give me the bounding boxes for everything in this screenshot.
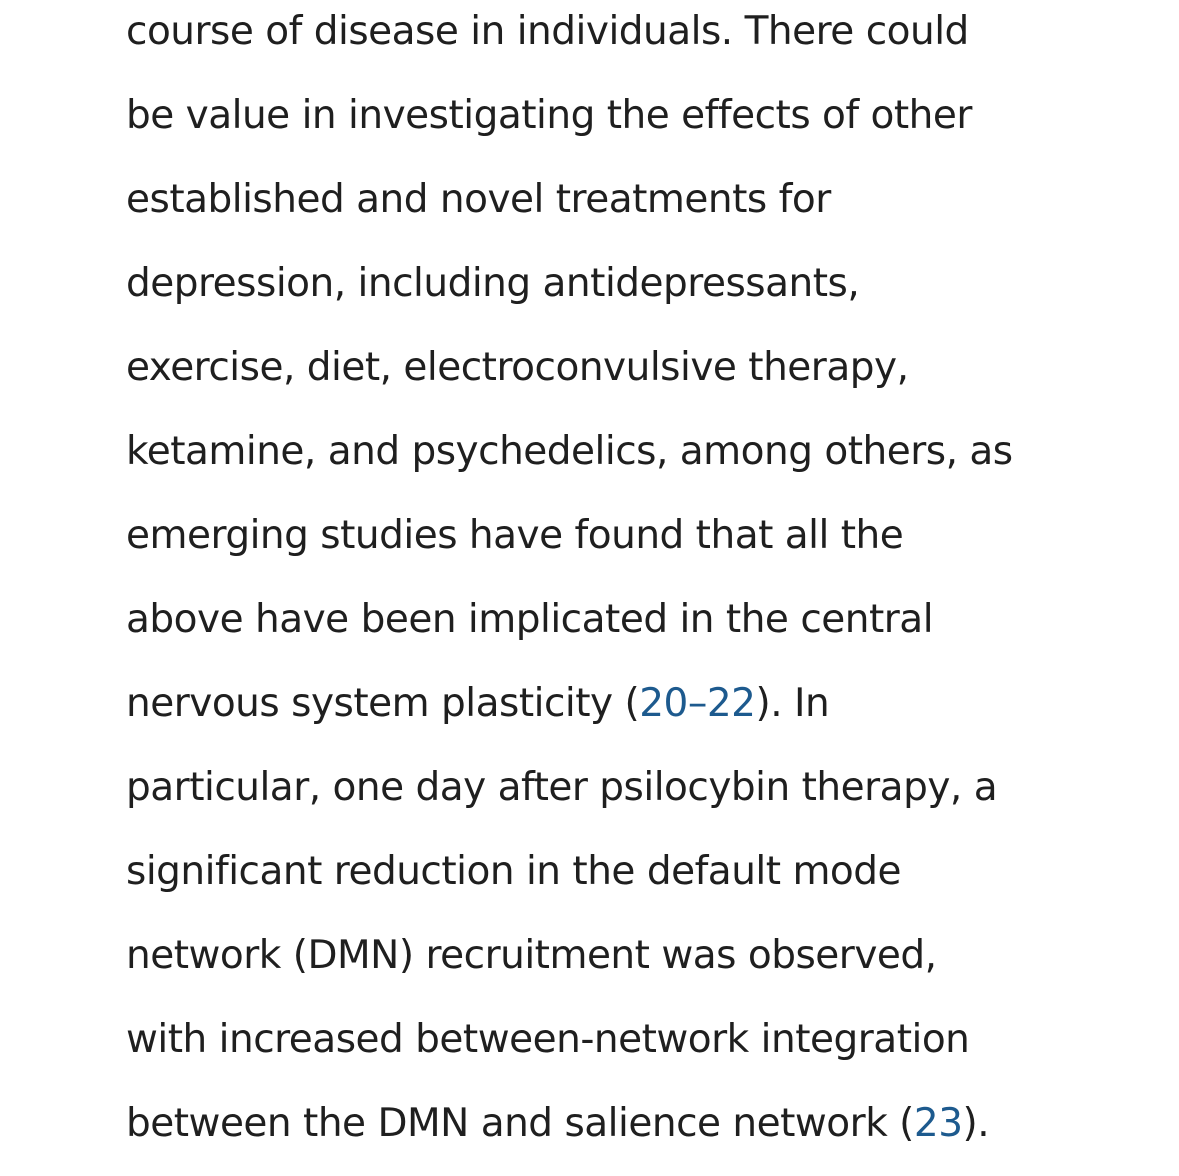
paragraph-line: depression, including antidepressants, [126,261,860,306]
line-text: ). [962,1101,990,1146]
line-text: nervous system plasticity ( [126,681,640,726]
paragraph-line: particular, one day after psilocybin therapy, a [126,765,998,810]
citation-link-23[interactable]: 23 [913,1101,963,1146]
paragraph-line-with-citation [126,1082,1126,1166]
line-text: between the DMN and salience network ( [126,1101,914,1146]
paragraph-line: course of disease in individuals. There could [126,9,969,54]
paragraph-line: established and novel treatments for [126,177,831,222]
paragraph-line: be value in investigating the effects of other [126,93,972,138]
paragraph-line: significant reduction in the default mode [126,849,902,894]
paragraph-line: network (DMN) recruitment was observed, [126,933,937,978]
paragraph-line: above have been implicated in the central [126,597,934,642]
paragraph-line: ketamine, and psychedelics, among others, as [126,429,1013,474]
paragraph-line: exercise, diet, electroconvulsive therapy, [126,345,909,390]
citation-link-20-22[interactable]: 20–22 [639,681,756,726]
article-paragraph [126,0,1126,1176]
line-text: ). In [755,681,830,726]
paragraph-line: with increased between-network integration [126,1017,970,1062]
paragraph-line: emerging studies have found that all the [126,513,904,558]
paragraph-line-with-citation [126,662,1126,746]
